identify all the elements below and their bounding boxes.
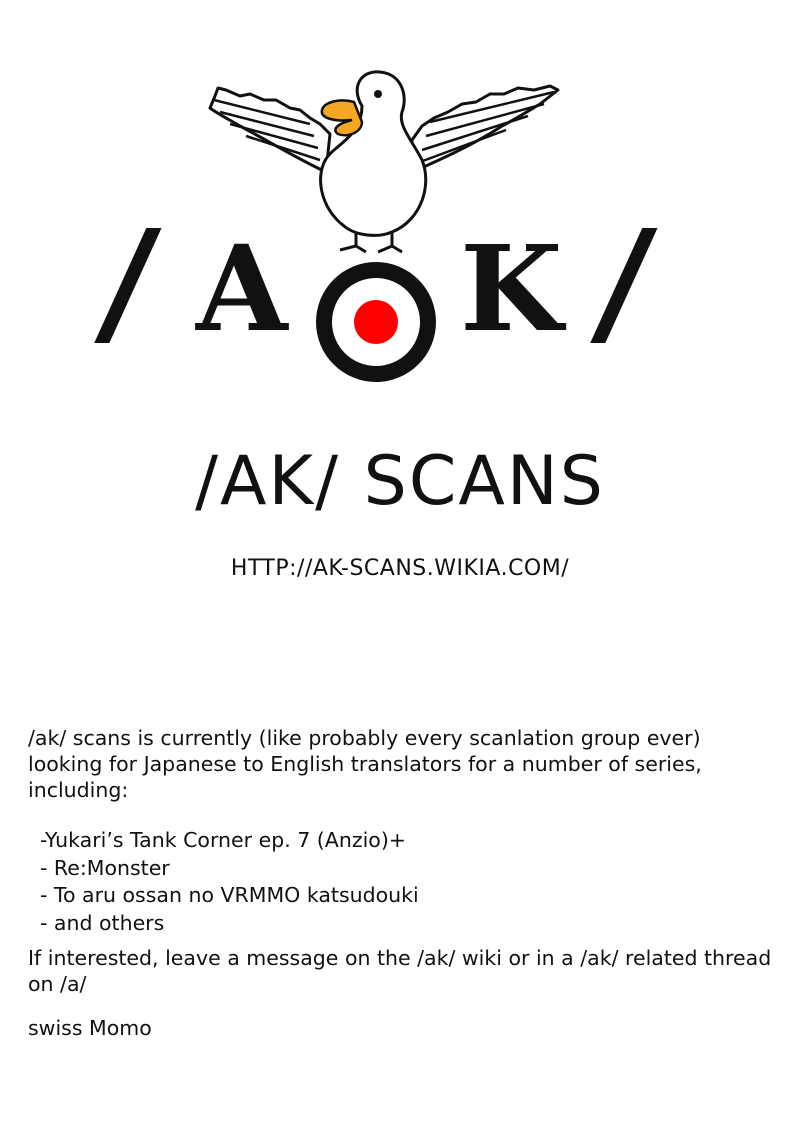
list-item: - Re:Monster [40,855,170,880]
notice-contact: If interested, leave a message on the /ak/ wiki or in a /ak/ related thread on /a/ [28,946,772,996]
list-item: - To aru ossan no VRMMO katsudouki [40,883,419,907]
notice-intro: /ak/ scans is currently (like probably every scanlation group ever) looking for Japanese to English translators for a number of series, including: [28,726,702,802]
group-name-title: /AK/ SCANS [195,442,605,521]
recruitment-notice [28,725,773,1041]
group-url-link[interactable]: HTTP://AK-SCANS.WIKIA.COM/ [230,556,570,581]
duck-right-wing [412,86,558,172]
duck-eye [374,90,382,98]
duck-left-wing [210,88,330,172]
logo-letter-a: A [196,219,288,358]
logo-slash-right: / [587,199,662,364]
ak-logo [91,60,670,390]
roundel-center [354,300,398,344]
logo-slash-left: / [91,199,166,364]
duck-body [321,72,426,236]
list-item: - and others [40,910,165,935]
series-list [28,827,773,937]
logo-letter-k: K [460,219,563,358]
list-item: -Yukari’s Tank Corner ep. 7 (Anzio)+ [40,828,406,852]
notice-signature: swiss Momo [28,1016,152,1040]
